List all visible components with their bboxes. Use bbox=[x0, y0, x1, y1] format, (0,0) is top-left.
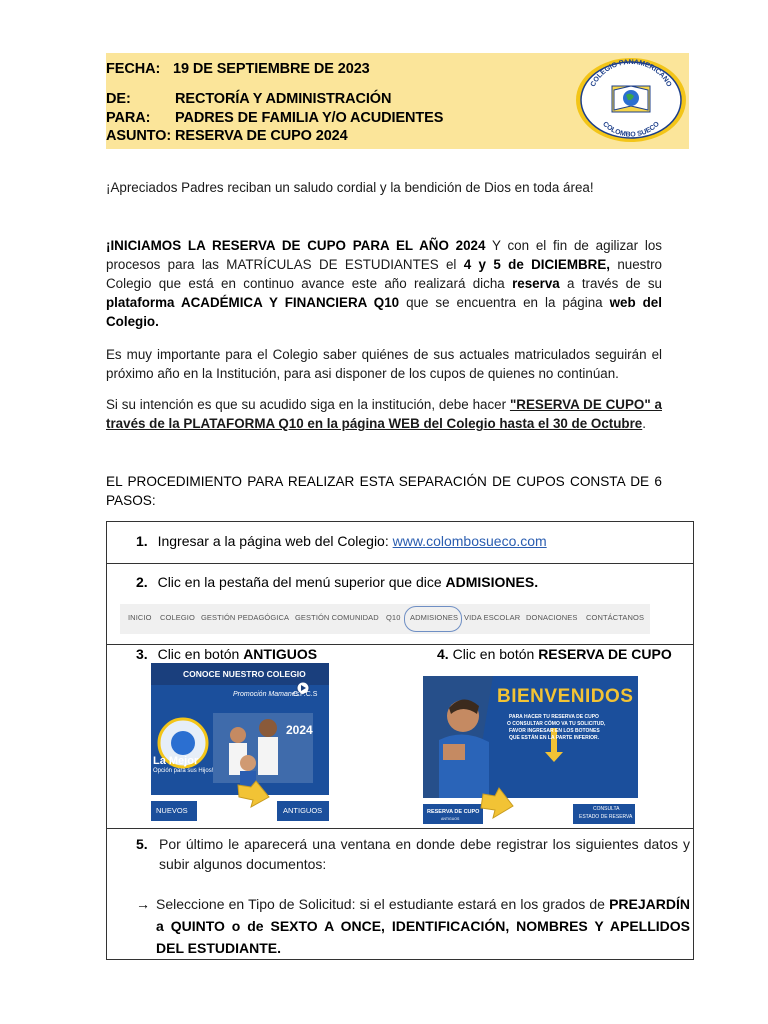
step-2-bold: ADMISIONES. bbox=[445, 574, 539, 590]
la-mejor-label: La Mejor bbox=[153, 755, 199, 767]
paragraph-reserva bbox=[106, 236, 662, 331]
menu-item-q10[interactable]: Q10 bbox=[386, 613, 401, 622]
paragraph-importance: Es muy importante para el Colegio saber quiénes de sus actuales matriculados seguirán el próximo año en la Institución, para asi disponer de los cupos de quienes no continúan. bbox=[106, 347, 662, 381]
asunto-value: RESERVA DE CUPO 2024 bbox=[175, 128, 348, 144]
p1-web: web del Colegio. bbox=[106, 295, 662, 329]
step-number: 3. bbox=[136, 646, 148, 662]
para-value: PADRES DE FAMILIA Y/O ACUDIENTES bbox=[175, 110, 444, 126]
menu-item-gestion-comunidad[interactable]: GESTIÓN COMUNIDAD bbox=[295, 613, 379, 622]
promo-label: Promoción Mamanes bbox=[233, 691, 300, 698]
step-number: 1. bbox=[136, 533, 148, 549]
bienvenidos-line-3: FAVOR INGRESAR EN LOS BOTONES bbox=[509, 728, 600, 734]
step-4-text: Clic en botón bbox=[448, 646, 539, 662]
p1-text-c: a través de su bbox=[559, 276, 662, 291]
step-5-sub-text: Seleccione en Tipo de Solicitud: si el estudiante estará en los grados de bbox=[156, 896, 610, 912]
step-2 bbox=[136, 574, 538, 590]
de-value: RECTORÍA Y ADMINISTRACIÓN bbox=[175, 91, 392, 107]
step-number: 5. bbox=[136, 836, 148, 852]
step-5-text: Por último le aparecerá una ventana en donde debe registrar los siguientes datos y subir algunos documentos: bbox=[159, 836, 690, 872]
opcion-label: Opción para sus Hijos! bbox=[153, 768, 214, 774]
paragraph-deadline bbox=[106, 395, 662, 433]
fecha-label: FECHA: bbox=[106, 61, 161, 77]
row-divider bbox=[106, 563, 694, 564]
menu-item-contactanos[interactable]: CONTÁCTANOS bbox=[586, 613, 645, 622]
menu-item-donaciones[interactable]: DONACIONES bbox=[526, 613, 578, 622]
site-menu-bar bbox=[120, 604, 650, 634]
bienvenidos-line-1: PARA HACER TU RESERVA DE CUPO bbox=[509, 714, 599, 720]
bienvenidos-line-2: O CONSULTAR CÓMO VA TU SOLICITUD, bbox=[507, 721, 606, 727]
de-row bbox=[106, 91, 392, 107]
step-number: 2. bbox=[136, 574, 148, 590]
nuevos-button[interactable]: NUEVOS bbox=[156, 806, 188, 815]
cpcs-label: C.P.C.S bbox=[293, 691, 318, 698]
year-label: 2024 bbox=[286, 723, 313, 737]
row-divider bbox=[106, 828, 694, 829]
step-3-bold: ANTIGUOS bbox=[243, 646, 318, 662]
p1-text-b: nuestro Colegio que está en continuo avance este año realizará dicha bbox=[106, 257, 662, 291]
p1-dates: 4 y 5 de DICIEMBRE, bbox=[463, 257, 610, 272]
menu-item-inicio[interactable]: INICIO bbox=[128, 613, 152, 622]
logo-top-text: COLEGIO PANAMERICANO bbox=[589, 58, 673, 89]
procedure-title: EL PROCEDIMIENTO PARA REALIZAR ESTA SEPARACIÓN DE CUPOS CONSTA DE 6 PASOS: bbox=[106, 474, 662, 508]
consulta-sub: ESTADO DE RESERVA bbox=[579, 814, 633, 820]
p1-reserva: reserva bbox=[512, 276, 560, 291]
fecha-value: 19 DE SEPTIEMBRE DE 2023 bbox=[173, 61, 370, 77]
para-row bbox=[106, 110, 444, 126]
p3-period: . bbox=[642, 416, 646, 431]
bienvenidos-title: BIENVENIDOS bbox=[497, 686, 634, 707]
step-3-text: Clic en botón bbox=[157, 646, 244, 662]
menu-item-admisiones[interactable]: ADMISIONES bbox=[410, 613, 459, 622]
p3-text: Si su intención es que su acudido siga en la institución, debe hacer bbox=[106, 397, 510, 412]
fecha-row bbox=[106, 61, 370, 77]
arrow-right-icon: → bbox=[136, 896, 150, 912]
admissions-image-right bbox=[423, 670, 638, 825]
menu-item-vida-escolar[interactable]: VIDA ESCOLAR bbox=[464, 613, 521, 622]
bienvenidos-line-4: QUE ESTÁN EN LA PARTE INFERIOR. bbox=[509, 735, 600, 741]
step-1 bbox=[136, 533, 547, 549]
admissions-image-left bbox=[143, 663, 333, 823]
asunto-label: ASUNTO: bbox=[106, 128, 172, 144]
reserva-cupo-button[interactable]: RESERVA DE CUPO bbox=[427, 809, 480, 815]
step-number: 4. bbox=[437, 646, 449, 662]
p1-text-d: que se encuentra en la página bbox=[399, 295, 610, 310]
de-label: DE: bbox=[106, 91, 131, 107]
step-3 bbox=[136, 646, 317, 662]
greeting: ¡Apreciados Padres reciban un saludo cordial y la bendición de Dios en toda área! bbox=[106, 180, 594, 195]
step-4-bold: RESERVA DE CUPO bbox=[538, 646, 672, 662]
step-2-text: Clic en la pestaña del menú superior que dice bbox=[157, 574, 446, 590]
step-5 bbox=[136, 834, 690, 874]
row-divider bbox=[106, 644, 694, 645]
admissions-illustration bbox=[143, 663, 333, 823]
step-1-text: Ingresar a la página web del Colegio: bbox=[157, 533, 393, 549]
step-4 bbox=[437, 646, 672, 662]
school-website-link[interactable]: www.colombosueco.com bbox=[392, 533, 547, 549]
logo-bottom-text: COLOMBO SUECO bbox=[601, 120, 661, 139]
step-5-sub bbox=[136, 893, 690, 959]
menu-item-gestion-pedagogica[interactable]: GESTIÓN PEDAGÓGICA bbox=[201, 613, 290, 622]
menu-item-colegio[interactable]: COLEGIO bbox=[160, 613, 195, 622]
p1-text-a: Y con el fin de agilizar los procesos para las MATRÍCULAS DE ESTUDIANTES el bbox=[106, 238, 662, 272]
para-label: PARA: bbox=[106, 110, 151, 126]
asunto-row bbox=[106, 128, 348, 144]
conoce-colegio-label: CONOCE NUESTRO COLEGIO bbox=[183, 669, 306, 679]
antiguos-button[interactable]: ANTIGUOS bbox=[283, 806, 323, 815]
p1-plataforma: plataforma ACADÉMICA Y FINANCIERA Q10 bbox=[106, 295, 400, 310]
reserva-cupo-sub: ANTIGUOS bbox=[441, 817, 460, 821]
consulta-button[interactable]: CONSULTA bbox=[593, 806, 620, 812]
school-logo bbox=[574, 56, 688, 144]
step-5-sub-bold: PREJARDÍN a QUINTO o de SEXTO A ONCE, IDENTIFICACIÓN, NOMBRES Y APELLIDOS DEL ESTUDIANTE. bbox=[156, 896, 690, 956]
announce-bold: ¡INICIAMOS LA RESERVA DE CUPO PARA EL AÑO 2024 bbox=[106, 238, 486, 253]
p3-deadline: "RESERVA DE CUPO" a través de la PLATAFORMA Q10 en la página WEB del Colegio hasta el 30 de Octubre bbox=[106, 397, 662, 431]
